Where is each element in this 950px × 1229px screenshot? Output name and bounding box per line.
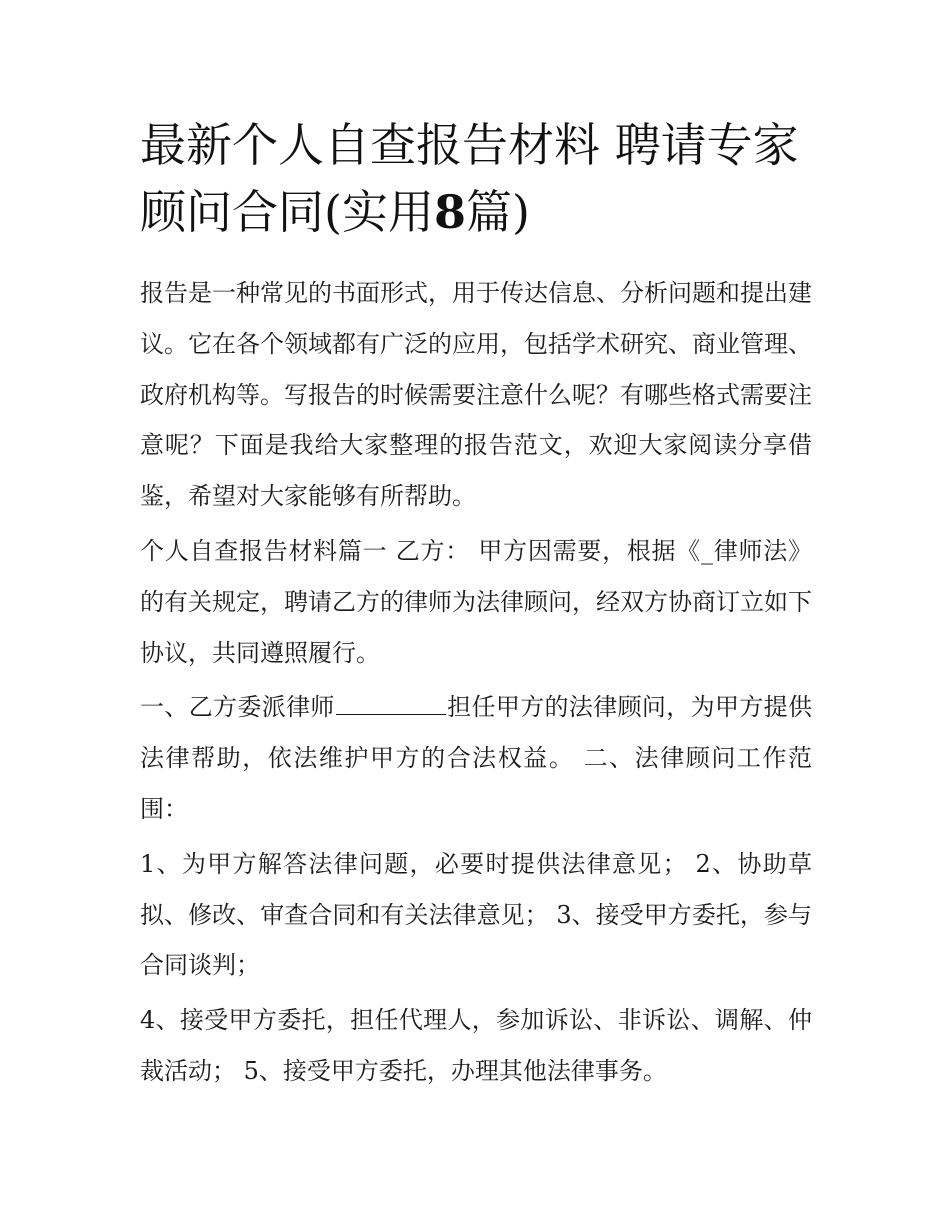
section-one-paragraph: 个人自查报告材料篇一 乙方： 甲方因需要，根据《_律师法》的有关规定，聘请乙方的律师为法律顾问，经双方协商订立如下协议，共同遵照履行。 [140, 536, 812, 667]
lawyer-name-blank [336, 694, 446, 715]
title-text-main: 最新个人自查报告材料 聘请专家顾问合同(实用 [140, 118, 799, 239]
title-text-end: 篇) [465, 185, 530, 239]
title-number: 8 [433, 185, 466, 239]
appointment-text-after: 担任甲方的法律顾问，为甲方提供法律帮助，依法维护甲方的合法权益。 二、法律顾问工作范围： [140, 693, 813, 823]
document-title [140, 112, 812, 246]
scope-items-paragraph: 1、为甲方解答法律问题，必要时提供法律意见； 2、协助草拟、修改、审查合同和有关法律意见； 3、接受甲方委托，参与合同谈判； [140, 849, 812, 980]
scope-items-continued-paragraph: 4、接受甲方委托，担任代理人，参加诉讼、非诉讼、调解、仲裁活动； 5、接受甲方委托，办理其他法律事务。 [140, 1006, 812, 1085]
document-page [140, 112, 812, 1101]
intro-paragraph: 报告是一种常见的书面形式，用于传达信息、分析问题和提出建议。它在各个领域都有广泛的应用，包括学术研究、商业管理、政府机构等。写报告的时候需要注意什么呢？有哪些格式需要注意呢？下面是我给大家整理的报告范文，欢迎大家阅读分享借鉴，希望对大家能够有所帮助。 [140, 279, 812, 511]
appointment-text-before: 一、乙方委派律师 [140, 693, 335, 722]
appointment-paragraph [140, 682, 812, 834]
